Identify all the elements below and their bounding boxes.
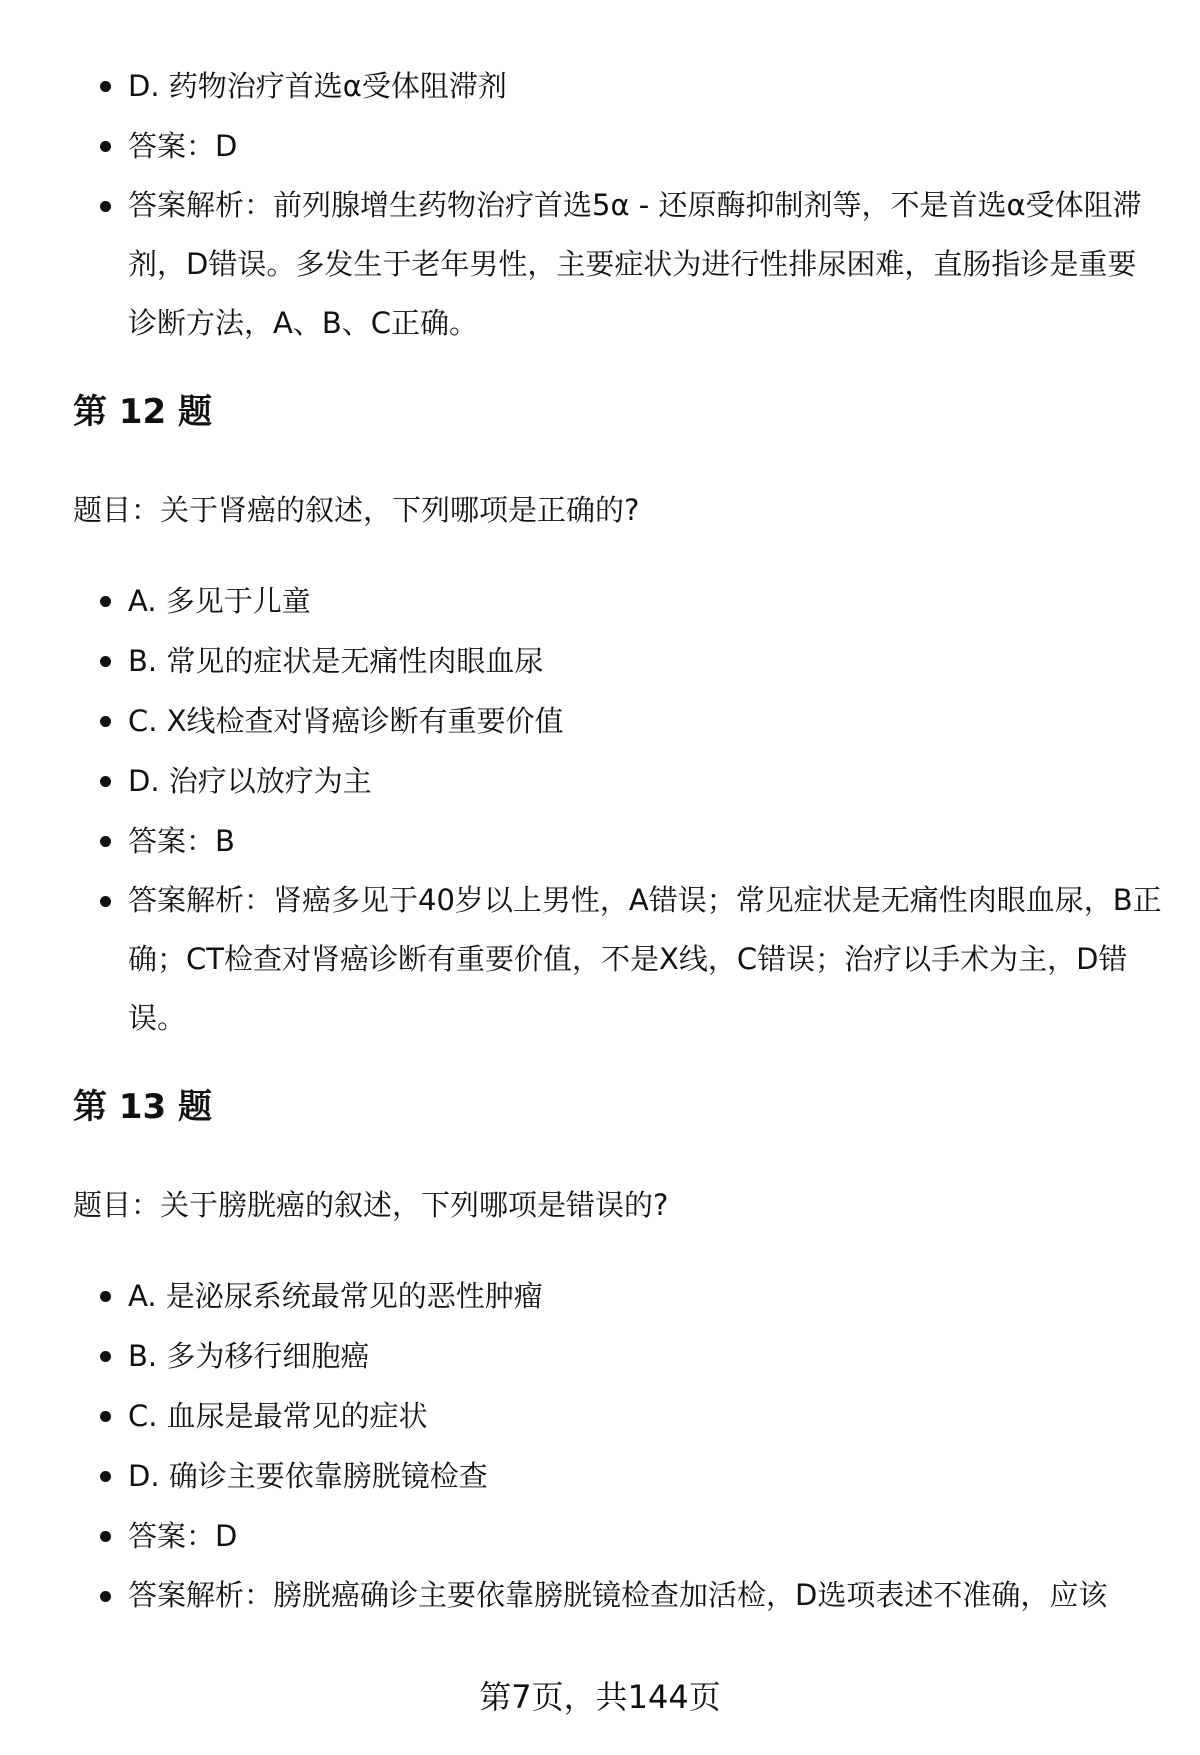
option-a: A. 多见于儿童: [73, 571, 1163, 631]
question-stem: 题目：关于肾癌的叙述，下列哪项是正确的?: [73, 493, 640, 527]
answer: 答案：B: [73, 811, 1163, 871]
page-number-footer: 第7页，共144页: [479, 1678, 721, 1716]
answer: 答案：D: [73, 1506, 1163, 1566]
bullet-icon: [100, 1471, 111, 1482]
question-12: [73, 387, 1163, 1048]
bullet-icon: [100, 716, 111, 727]
option-d: D. 治疗以放疗为主: [73, 751, 1163, 811]
question-title: 第 13 题: [73, 1087, 212, 1127]
bullet-icon: [100, 1591, 111, 1602]
option-d: D. 药物治疗首选α受体阻滞剂: [73, 56, 1163, 116]
option-b: B. 多为移行细胞癌: [73, 1326, 1163, 1386]
bullet-icon: [100, 596, 111, 607]
answer-explanation: 答案解析：肾癌多见于40岁以上男性，A错误；常见症状是无痛性肉眼血尿，B正确；CT检查对肾癌诊断有重要价值，不是X线，C错误；治疗以手术为主，D错误。: [73, 871, 1163, 1048]
question-title: 第 12 题: [73, 392, 212, 432]
question-13: [73, 1082, 1163, 1625]
answer-explanation: 答案解析：膀胱癌确诊主要依靠膀胱镜检查加活检，D选项表述不准确，应该: [73, 1566, 1163, 1625]
bullet-icon: [100, 1291, 111, 1302]
bullet-icon: [100, 836, 111, 847]
option-a: A. 是泌尿系统最常见的恶性肿瘤: [73, 1266, 1163, 1326]
question-stem: 题目：关于膀胱癌的叙述，下列哪项是错误的?: [73, 1188, 669, 1222]
bullet-icon: [100, 1411, 111, 1422]
answer-explanation: 答案解析：前列腺增生药物治疗首选5α - 还原酶抑制剂等，不是首选α受体阻滞剂，D错误。多发生于老年男性，主要症状为进行性排尿困难，直肠指诊是重要诊断方法，A、B、C正确。: [73, 176, 1163, 353]
previous-question-tail: [73, 56, 1163, 353]
option-d: D. 确诊主要依靠膀胱镜检查: [73, 1446, 1163, 1506]
bullet-icon: [100, 201, 111, 212]
option-list: [73, 571, 1163, 1048]
option-c: C. X线检查对肾癌诊断有重要价值: [73, 691, 1163, 751]
bullet-icon: [100, 896, 111, 907]
option-b: B. 常见的症状是无痛性肉眼血尿: [73, 631, 1163, 691]
bullet-icon: [100, 81, 111, 92]
bullet-icon: [100, 1351, 111, 1362]
option-c: C. 血尿是最常见的症状: [73, 1386, 1163, 1446]
bullet-icon: [100, 141, 111, 152]
answer: 答案：D: [73, 116, 1163, 176]
bullet-icon: [100, 776, 111, 787]
bullet-icon: [100, 1531, 111, 1542]
page-content: [73, 56, 1163, 1625]
option-list: [73, 1266, 1163, 1625]
bullet-icon: [100, 656, 111, 667]
